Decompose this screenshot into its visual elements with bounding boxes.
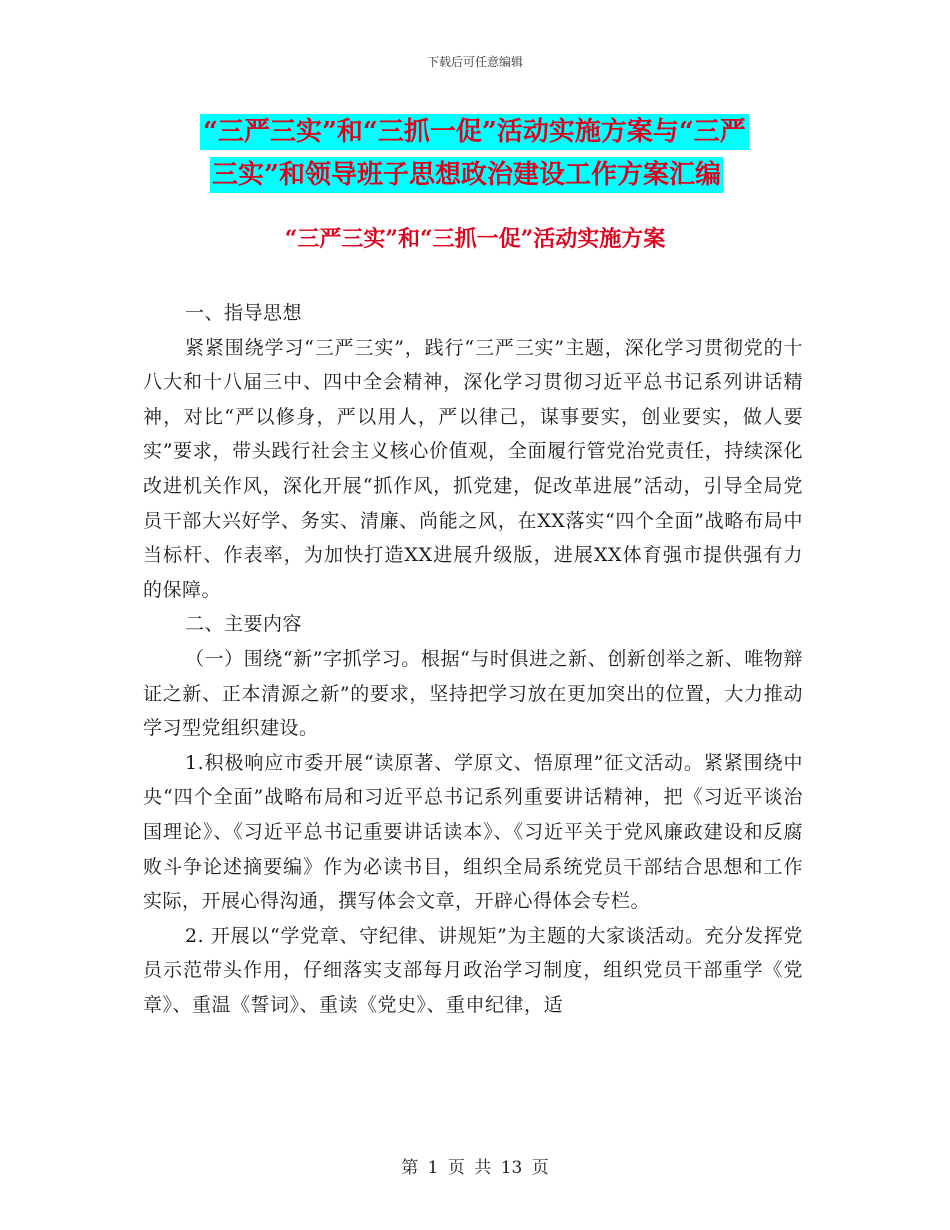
paragraph: 2. 开展以“学党章、守纪律、讲规矩”为主题的大家谈活动。充分发挥党员示范带头作用，仔细落实支部每月政治学习制度，组织党员干部重学《党章》、重温《誓词》、重读《党史》、重申纪律，适 — [143, 924, 803, 1016]
header-note: 下载后可任意编辑 — [426, 55, 523, 69]
title-line-2: 三实”和领导班子思想政治建设工作方案汇编 — [210, 157, 723, 193]
title-line-1: “三严三实”和“三抓一促”活动实施方案与“三严 — [200, 114, 749, 150]
paragraph: 1.积极响应市委开展“读原著、学原文、悟原理”征文活动。紧紧围绕中央“四个全面”战略布局和习近平总书记系列重要讲话精神，把《习近平谈治国理论》、《习近平总书记重要讲话读本》、《习近平关于党风廉政建设和反腐败斗争论述摘要编》作为必读书目，组织全局系统党员干部结合思想和工作实际，开展心得沟通，撰写体会文章，开辟心得体会专栏。 — [143, 751, 803, 913]
section-heading-guiding-thought: 一、指导思想 — [185, 302, 303, 324]
page-number: 第 1 页 共 13 页 — [401, 1158, 549, 1178]
paragraph: 紧紧围绕学习“三严三实”，践行“三严三实”主题，深化学习贯彻党的十八大和十八届三中、四中全会精神，深化学习贯彻习近平总书记系列讲话精神，对比“严以修身，严以用人，严以律己，谋事要实，创业要实，做人要实”要求，带头践行社会主义核心价值观，全面履行管党治党责任，持续深化改进机关作风，深化开展“抓作风，抓党建，促改革进展”活动，引导全局党员干部大兴好学、务实、清廉、尚能之风，在XX落实“四个全面”战略布局中当标杆、作表率，为加快打造XX进展升级版，进展XX体育强市提供强有力的保障。 — [143, 336, 803, 601]
section-heading-main-content: 二、主要内容 — [185, 613, 303, 636]
paragraph: （一）围绕“新”字抓学习。根据“与时俱进之新、创新创举之新、唯物辩证之新、正本清源之新”的要求，坚持把学习放在更加突出的位置，大力推动学习型党组织建设。 — [143, 647, 803, 740]
section-title: “三严三实”和“三抓一促”活动实施方案 — [284, 226, 666, 252]
document-body — [143, 296, 803, 1022]
